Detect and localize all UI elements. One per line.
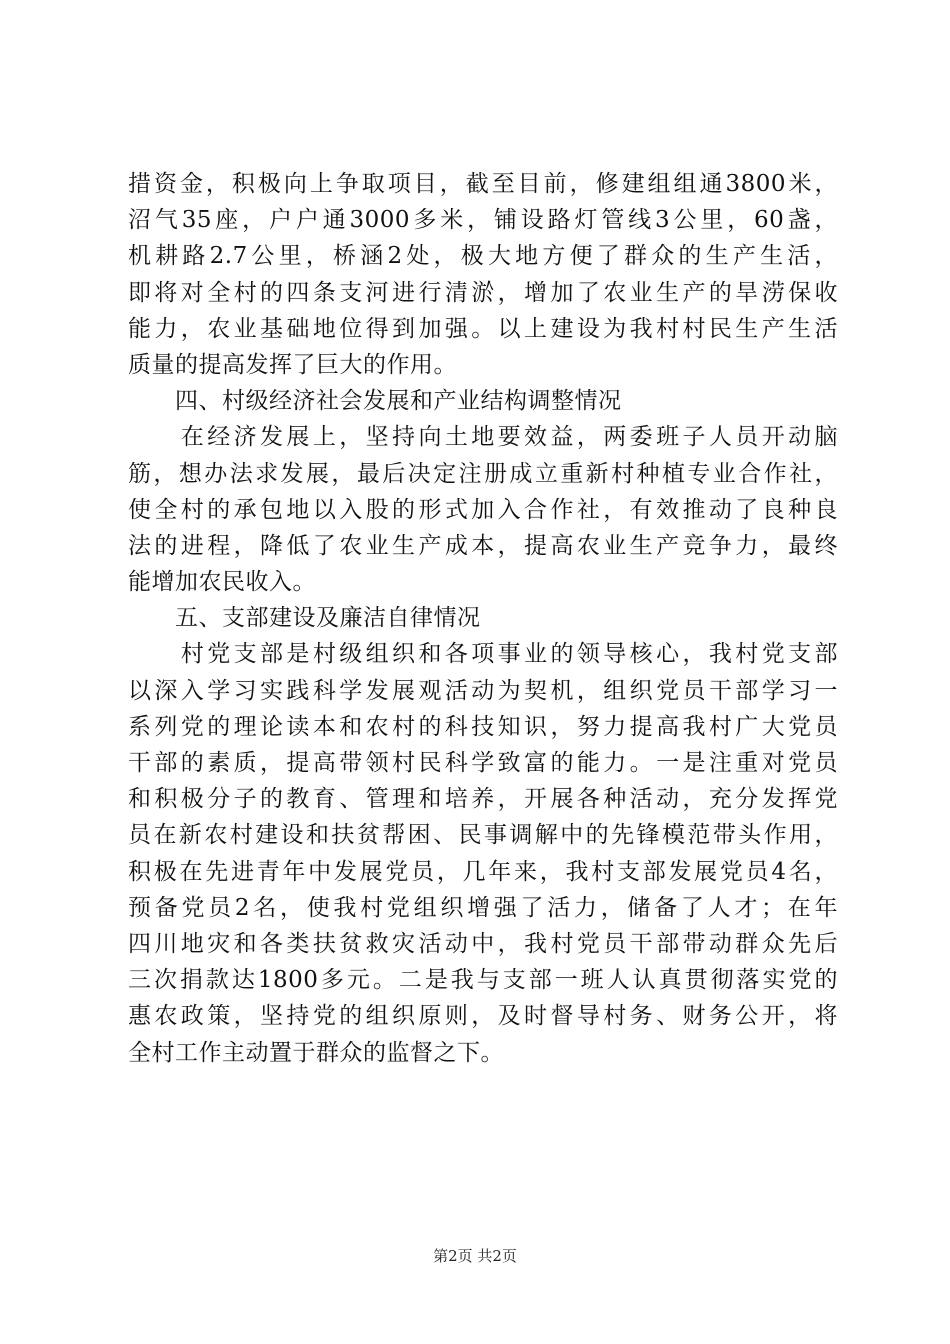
text-line: 三次捐款达1800多元。二是我与支部一班人认真贯彻落实党的 [128,967,838,994]
text-line: 五、支部建设及廉洁自律情况 [128,605,481,632]
text-line: 使全村的承包地以入股的形式加入合作社，有效推动了良种良 [128,496,838,523]
text-line: 即将对全村的四条支河进行清淤，增加了农业生产的旱涝保收 [128,279,838,306]
text-line: 预备党员2名，使我村党组织增强了活力，储备了人才；在年 [128,894,838,921]
text-line: 员在新农村建设和扶贫帮困、民事调解中的先锋模范带头作用， [128,822,838,849]
page-footer: 第2页 共2页 [433,1247,517,1265]
text-line: 全村工作主动置于群众的监督之下。 [128,1039,504,1066]
text-line: 干部的素质，提高带领村民科学致富的能力。一是注重对党员 [128,750,838,776]
text-line: 村党支部是村级组织和各项事业的领导核心，我村党支部 [128,641,838,668]
text-line: 四川地灾和各类扶贫救灾活动中，我村党员干部带动群众先后 [128,930,838,957]
text-line: 系列党的理论读本和农村的科技知识，努力提高我村广大党员 [128,713,838,740]
text-line: 能力，农业基础地位得到加强。以上建设为我村村民生产生活 [128,315,838,342]
text-line: 机耕路2.7公里，桥涵2处，极大地方便了群众的生产生活， [128,243,838,270]
text-line: 积极在先进青年中发展党员，几年来，我村支部发展党员4名， [128,858,838,885]
text-line: 和积极分子的教育、管理和培养，开展各种活动，充分发挥党 [128,786,838,813]
text-line: 惠农政策，坚持党的组织原则，及时督导村务、财务公开，将 [128,1003,838,1030]
text-line: 质量的提高发挥了巨大的作用。 [128,351,457,378]
text-line: 以深入学习实践科学发展观活动为契机，组织党员干部学习一 [128,677,838,704]
document-body [128,166,838,1071]
text-line: 法的进程，降低了农业生产成本，提高农业生产竞争力，最终 [128,532,838,559]
text-line: 措资金，积极向上争取项目，截至目前，修建组组通3800米， [128,171,838,197]
text-line: 沼气35座，户户通3000多米，铺设路灯管线3公里，60盏， [128,207,838,234]
text-line: 能增加农民收入。 [128,569,316,596]
text-line: 四、村级经济社会发展和产业结构调整情况 [128,388,622,415]
text-line: 筋，想办法求发展，最后决定注册成立重新村种植专业合作社， [128,460,838,487]
text-line: 在经济发展上，坚持向土地要效益，两委班子人员开动脑 [128,424,838,451]
